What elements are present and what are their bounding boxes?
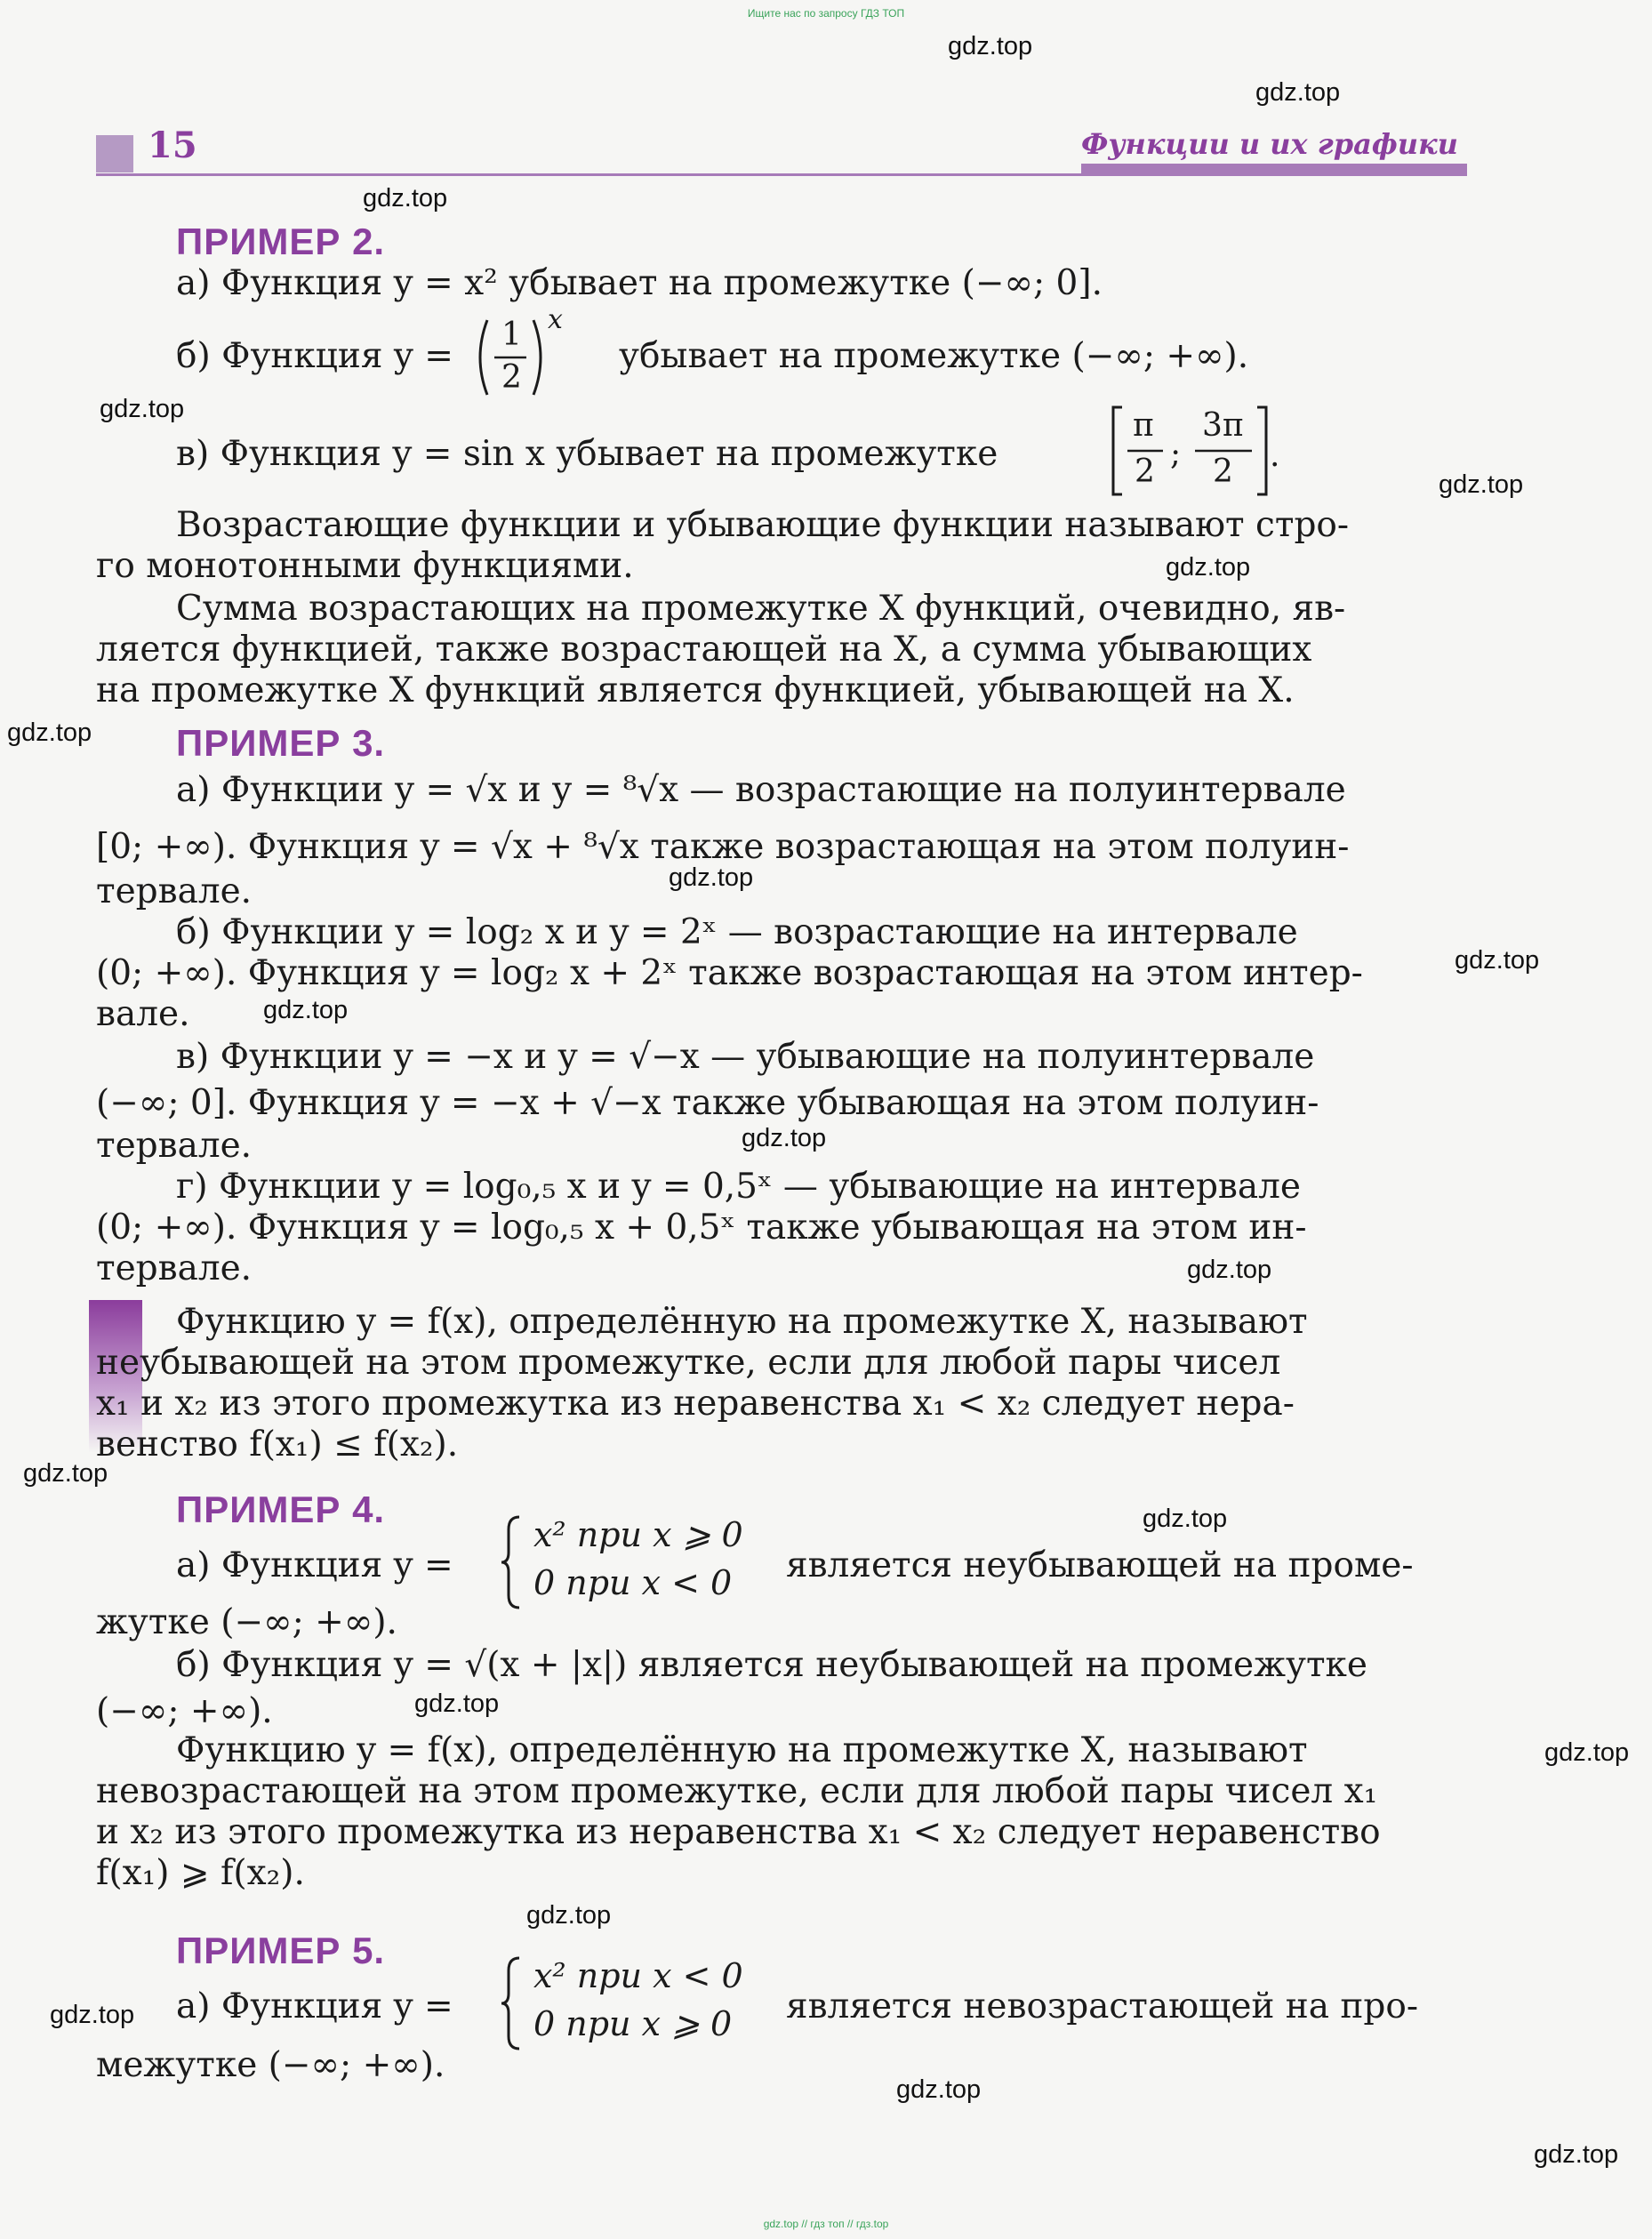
example-2-b-suffix: убывает на промежутке (−∞; +∞). [619, 336, 1249, 376]
example-2-b-prefix: б) Функция y = [176, 336, 453, 376]
example-3-line: г) Функции y = log₀,₅ x и y = 0,5ˣ — убывающие на интервале [176, 1167, 1301, 1207]
watermark: gdz.top [1187, 1256, 1272, 1284]
interval-num-1: π [1133, 407, 1154, 444]
watermark: gdz.top [1255, 78, 1341, 107]
page-number-marker [96, 135, 133, 173]
fraction-numerator: 1 [501, 317, 522, 353]
piecewise-case-1: x² при x < 0 [533, 1956, 743, 1995]
watermark: gdz.top [1544, 1738, 1630, 1767]
interval-den-1: 2 [1135, 453, 1155, 490]
example-3-line: (0; +∞). Функция y = log₀,₅ x + 0,5ˣ также убывающая на этом ин- [96, 1208, 1307, 1248]
interval-num-2: 3π [1202, 407, 1244, 444]
example-4-a-line-2: жутке (−∞; +∞). [96, 1602, 397, 1642]
example-3-line: [0; +∞). Функция y = √x + ⁸√x также возрастающая на этом полуин- [96, 827, 1350, 867]
example-2-c: в) Функция y = sin x убывает на промежутке [176, 434, 998, 474]
curly-brace [498, 1954, 525, 2052]
watermark: gdz.top [526, 1901, 612, 1930]
exponent: x [548, 304, 563, 335]
watermark: gdz.top [23, 1459, 108, 1488]
watermark: gdz.top [363, 184, 448, 213]
piecewise-case-2: 0 при x < 0 [533, 1563, 733, 1602]
watermark: gdz.top [7, 718, 92, 747]
watermark: gdz.top [50, 2001, 135, 2029]
strict-def-line-1: Возрастающие функции и убывающие функции называют стро- [176, 505, 1350, 545]
example-5-a-suffix: является невозрастающей на про- [786, 1986, 1419, 2026]
nonincreasing-def-line: и x₂ из этого промежутка из неравенства x₁ < x₂ следует неравенство [96, 1812, 1381, 1852]
period: . [1270, 437, 1280, 474]
piecewise-case-2: 0 при x ⩾ 0 [533, 2004, 733, 2043]
fraction-denominator: 2 [501, 359, 522, 396]
watermark: gdz.top [1143, 1505, 1228, 1533]
bottom-notice: gdz.top // гдз топ // гдз.top [763, 2218, 889, 2230]
watermark: gdz.top [1166, 553, 1251, 582]
interval-den-2: 2 [1213, 453, 1233, 490]
watermark: gdz.top [100, 395, 185, 423]
example-3-line: тервале. [96, 1126, 253, 1166]
watermark: gdz.top [896, 2075, 982, 2104]
nonincreasing-def-line: Функцию y = f(x), определённую на промежутке X, называют [176, 1730, 1308, 1770]
header-rule-accent [1081, 164, 1467, 176]
nondecreasing-def-line: венство f(x₁) ≤ f(x₂). [96, 1424, 459, 1465]
page-number: 15 [148, 124, 197, 166]
strict-def-line-3: Сумма возрастающих на промежутке X функций, очевидно, яв- [176, 589, 1346, 629]
watermark: gdz.top [948, 32, 1033, 60]
curly-brace [498, 1513, 525, 1611]
strict-def-line-4: ляется функцией, также возрастающей на X, а сумма убывающих [96, 630, 1312, 670]
example-3-line: (0; +∞). Функция y = log₂ x + 2ˣ также возрастающая на этом интер- [96, 953, 1363, 993]
watermark: gdz.top [742, 1124, 827, 1152]
nondecreasing-def-line: x₁ и x₂ из этого промежутка из неравенства x₁ < x₂ следует нера- [96, 1384, 1295, 1424]
nondecreasing-def-line: неубывающей на этом промежутке, если для любой пары чисел [96, 1343, 1281, 1383]
example-3-line: тервале. [96, 1248, 253, 1288]
example-3-line: б) Функции y = log₂ x и y = 2ˣ — возрастающие на интервале [176, 912, 1298, 952]
example-4-b-line-1: б) Функция y = √(x + |x|) является неубывающей на промежутке [176, 1645, 1367, 1685]
example-4-heading: ПРИМЕР 4. [176, 1489, 386, 1530]
example-2-b-fraction [471, 304, 563, 402]
example-3-line: тервале. [96, 871, 253, 911]
example-4-a-suffix: является неубывающей на проме- [786, 1545, 1414, 1585]
example-5-a-line-2: межутке (−∞; +∞). [96, 2045, 445, 2085]
example-4-a-prefix: а) Функция y = [176, 1545, 453, 1585]
example-4-piecewise [498, 1513, 800, 1611]
chapter-title: Функции и их графики [1081, 127, 1458, 161]
watermark: gdz.top [1455, 946, 1540, 975]
example-3-line: а) Функции y = √x и y = ⁸√x — возрастающие на полуинтервале [176, 770, 1346, 810]
example-5-a-prefix: а) Функция y = [176, 1986, 453, 2026]
nondecreasing-def-line: Функцию y = f(x), определённую на промежутке X, называют [176, 1302, 1308, 1342]
watermark: gdz.top [414, 1689, 500, 1718]
example-3-line: (−∞; 0]. Функция y = −x + √−x также убывающая на этом полуин- [96, 1083, 1319, 1123]
piecewise-case-1: x² при x ⩾ 0 [533, 1515, 743, 1554]
nonincreasing-def-line: f(x₁) ⩾ f(x₂). [96, 1853, 305, 1893]
example-3-heading: ПРИМЕР 3. [176, 722, 386, 764]
watermark: gdz.top [1439, 470, 1524, 499]
example-2-c-interval [1110, 402, 1279, 500]
example-5-piecewise [498, 1954, 800, 2052]
example-5-heading: ПРИМЕР 5. [176, 1930, 386, 1971]
example-2-a: а) Функция y = x² убывает на промежутке (−∞; 0]. [176, 263, 1103, 303]
strict-def-line-5: на промежутке X функций является функцией, убывающей на X. [96, 670, 1295, 710]
example-3-line: вале. [96, 994, 190, 1034]
top-notice: Ищите нас по запросу ГДЗ ТОП [747, 7, 905, 20]
strict-def-line-2: го монотонными функциями. [96, 546, 634, 586]
interval-separator: ; [1170, 436, 1182, 472]
watermark: gdz.top [669, 863, 754, 892]
example-3-line: в) Функции y = −x и y = √−x — убывающие на полуинтервале [176, 1037, 1315, 1077]
watermark: gdz.top [1534, 2140, 1619, 2169]
watermark: gdz.top [263, 996, 349, 1024]
nonincreasing-def-line: невозрастающей на этом промежутке, если для любой пары чисел x₁ [96, 1771, 1378, 1811]
example-2-heading: ПРИМЕР 2. [176, 221, 386, 262]
example-4-b-line-2: (−∞; +∞). [96, 1691, 273, 1731]
